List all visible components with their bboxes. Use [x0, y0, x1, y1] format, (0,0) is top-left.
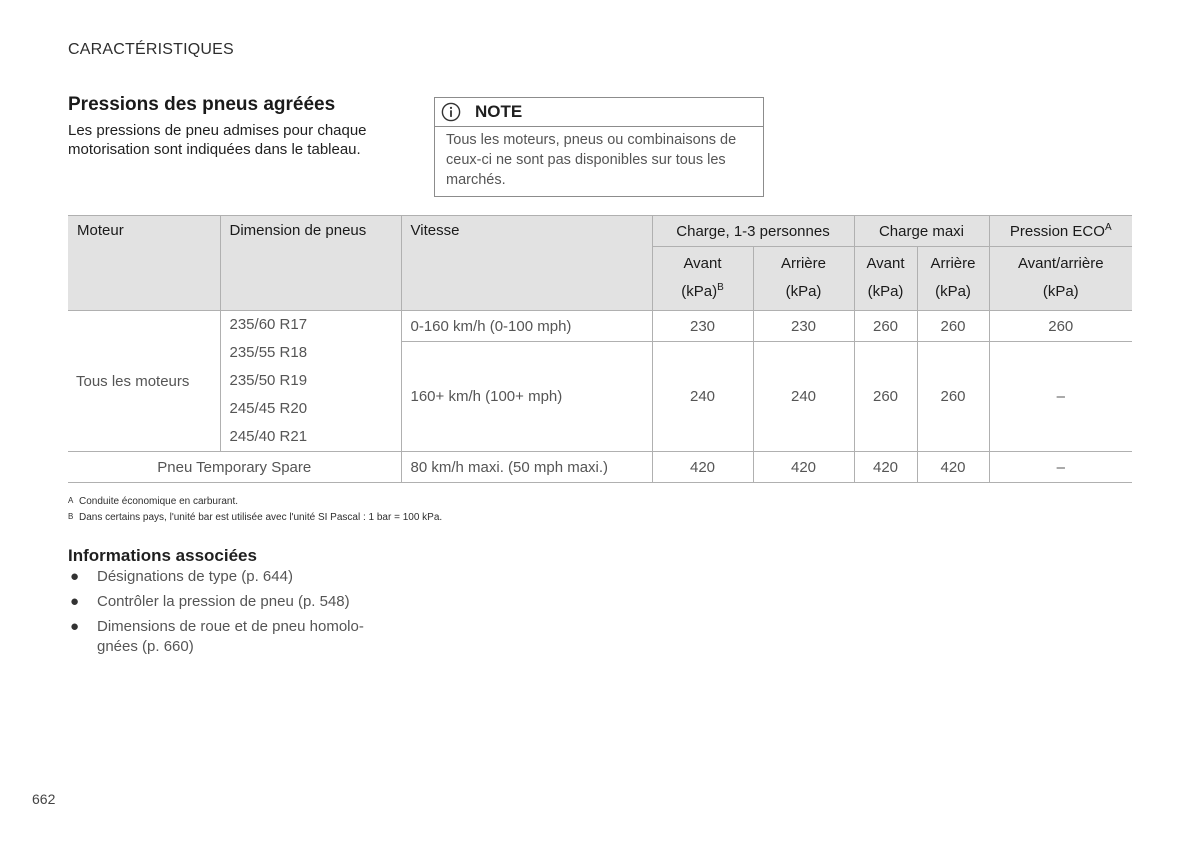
section-label: CARACTÉRISTIQUES: [68, 41, 234, 58]
value-cell: 420: [652, 452, 753, 483]
note-header: [435, 98, 763, 127]
header-eco: [989, 216, 1132, 247]
speed-cell: 160+ km/h (100+ mph): [401, 342, 652, 452]
value-cell: 260: [917, 342, 989, 452]
bullet-icon: ●: [70, 618, 80, 635]
header-engine: Moteur: [68, 216, 220, 311]
engine-cell: Tous les moteurs: [68, 311, 220, 452]
subheader-unit: (kPa): [785, 283, 822, 300]
footnote: [68, 493, 442, 509]
subheader-front-2: [854, 247, 917, 311]
value-cell: –: [989, 342, 1132, 452]
related-link-label: Dimensions de roue et de pneu homolo-gnées (p. 660): [97, 618, 364, 655]
subheader-unit: (kPa): [867, 283, 904, 300]
subheader-front-label: Avant: [866, 255, 905, 272]
value-cell: 230: [753, 311, 854, 342]
page-title: Pressions des pneus agréées: [68, 94, 336, 115]
value-cell: –: [989, 452, 1132, 483]
info-icon: [441, 102, 461, 122]
related-link[interactable]: [68, 567, 378, 587]
intro-text: Les pressions de pneu admises pour chaque motorisation sont indiquées dans le tableau.: [68, 122, 367, 158]
note-box: [434, 97, 764, 197]
subheader-rear-label: Arrière: [780, 255, 826, 272]
table-row: [68, 452, 1132, 483]
header-load-max: Charge maxi: [854, 216, 989, 247]
related-link-label: Contrôler la pression de pneu (p. 548): [97, 593, 350, 610]
tyre-pressure-table: [68, 215, 1132, 483]
value-cell: 420: [753, 452, 854, 483]
value-cell: 420: [854, 452, 917, 483]
footnote-ref-b: B: [717, 282, 724, 293]
related-link[interactable]: [68, 617, 378, 657]
subheader-front-rear: [989, 247, 1132, 311]
related-link[interactable]: [68, 592, 378, 612]
related-info-title: Informations associées: [68, 546, 257, 565]
related-info-list: [68, 567, 378, 662]
related-link-label: Désignations de type (p. 644): [97, 568, 293, 585]
value-cell: 230: [652, 311, 753, 342]
note-title: NOTE: [475, 102, 523, 121]
tyre-size: 245/45 R20: [229, 400, 308, 417]
value-cell: 240: [652, 342, 753, 452]
tyre-size: 235/55 R18: [229, 344, 308, 361]
footnote-mark: B: [68, 512, 74, 521]
value-cell: 260: [854, 342, 917, 452]
note-text: Tous les moteurs, pneus ou combinaisons de ceux-ci ne sont pas disponibles sur tous les marchés.: [446, 132, 737, 188]
footnote-text: Dans certains pays, l'unité bar est utilisée avec l'unité SI Pascal : 1 bar = 100 kPa.: [79, 512, 443, 523]
footnote-text: Conduite économique en carburant.: [79, 496, 238, 507]
header-tyre-size: Dimension de pneus: [220, 216, 401, 311]
subheader-front-1: [652, 247, 753, 311]
spare-label-cell: Pneu Temporary Spare: [68, 452, 401, 483]
header-load-1-3: Charge, 1-3 personnes: [652, 216, 854, 247]
footnote-mark: A: [68, 496, 74, 505]
value-cell: 260: [854, 311, 917, 342]
bullet-icon: ●: [70, 568, 80, 585]
tyre-size-cell: [220, 311, 401, 452]
subheader-unit: (kPa): [681, 283, 718, 300]
subheader-rear-label: Arrière: [930, 255, 976, 272]
speed-cell: 0-160 km/h (0-100 mph): [401, 311, 652, 342]
tyre-size: 245/40 R21: [229, 428, 308, 445]
value-cell: 420: [917, 452, 989, 483]
speed-cell: 80 km/h maxi. (50 mph maxi.): [401, 452, 652, 483]
bullet-icon: ●: [70, 593, 80, 610]
subheader-rear-2: [917, 247, 989, 311]
header-eco-label: Pression ECO: [1009, 222, 1105, 240]
subheader-front-rear-label: Avant/arrière: [1017, 255, 1104, 272]
header-speed: Vitesse: [401, 216, 652, 311]
subheader-front-label: Avant: [683, 255, 722, 272]
value-cell: 260: [917, 311, 989, 342]
subheader-rear-1: [753, 247, 854, 311]
table-row: [68, 311, 1132, 342]
footnote-ref-a: A: [1104, 221, 1112, 233]
footnote: [68, 509, 442, 525]
tyre-size: 235/50 R19: [229, 372, 308, 389]
value-cell: 260: [989, 311, 1132, 342]
subheader-unit: (kPa): [1042, 283, 1079, 300]
footnotes: [68, 493, 442, 525]
subheader-unit: (kPa): [935, 283, 971, 300]
page-number: 662: [32, 791, 56, 807]
value-cell: 240: [753, 342, 854, 452]
tyre-size: 235/60 R17: [229, 316, 308, 333]
